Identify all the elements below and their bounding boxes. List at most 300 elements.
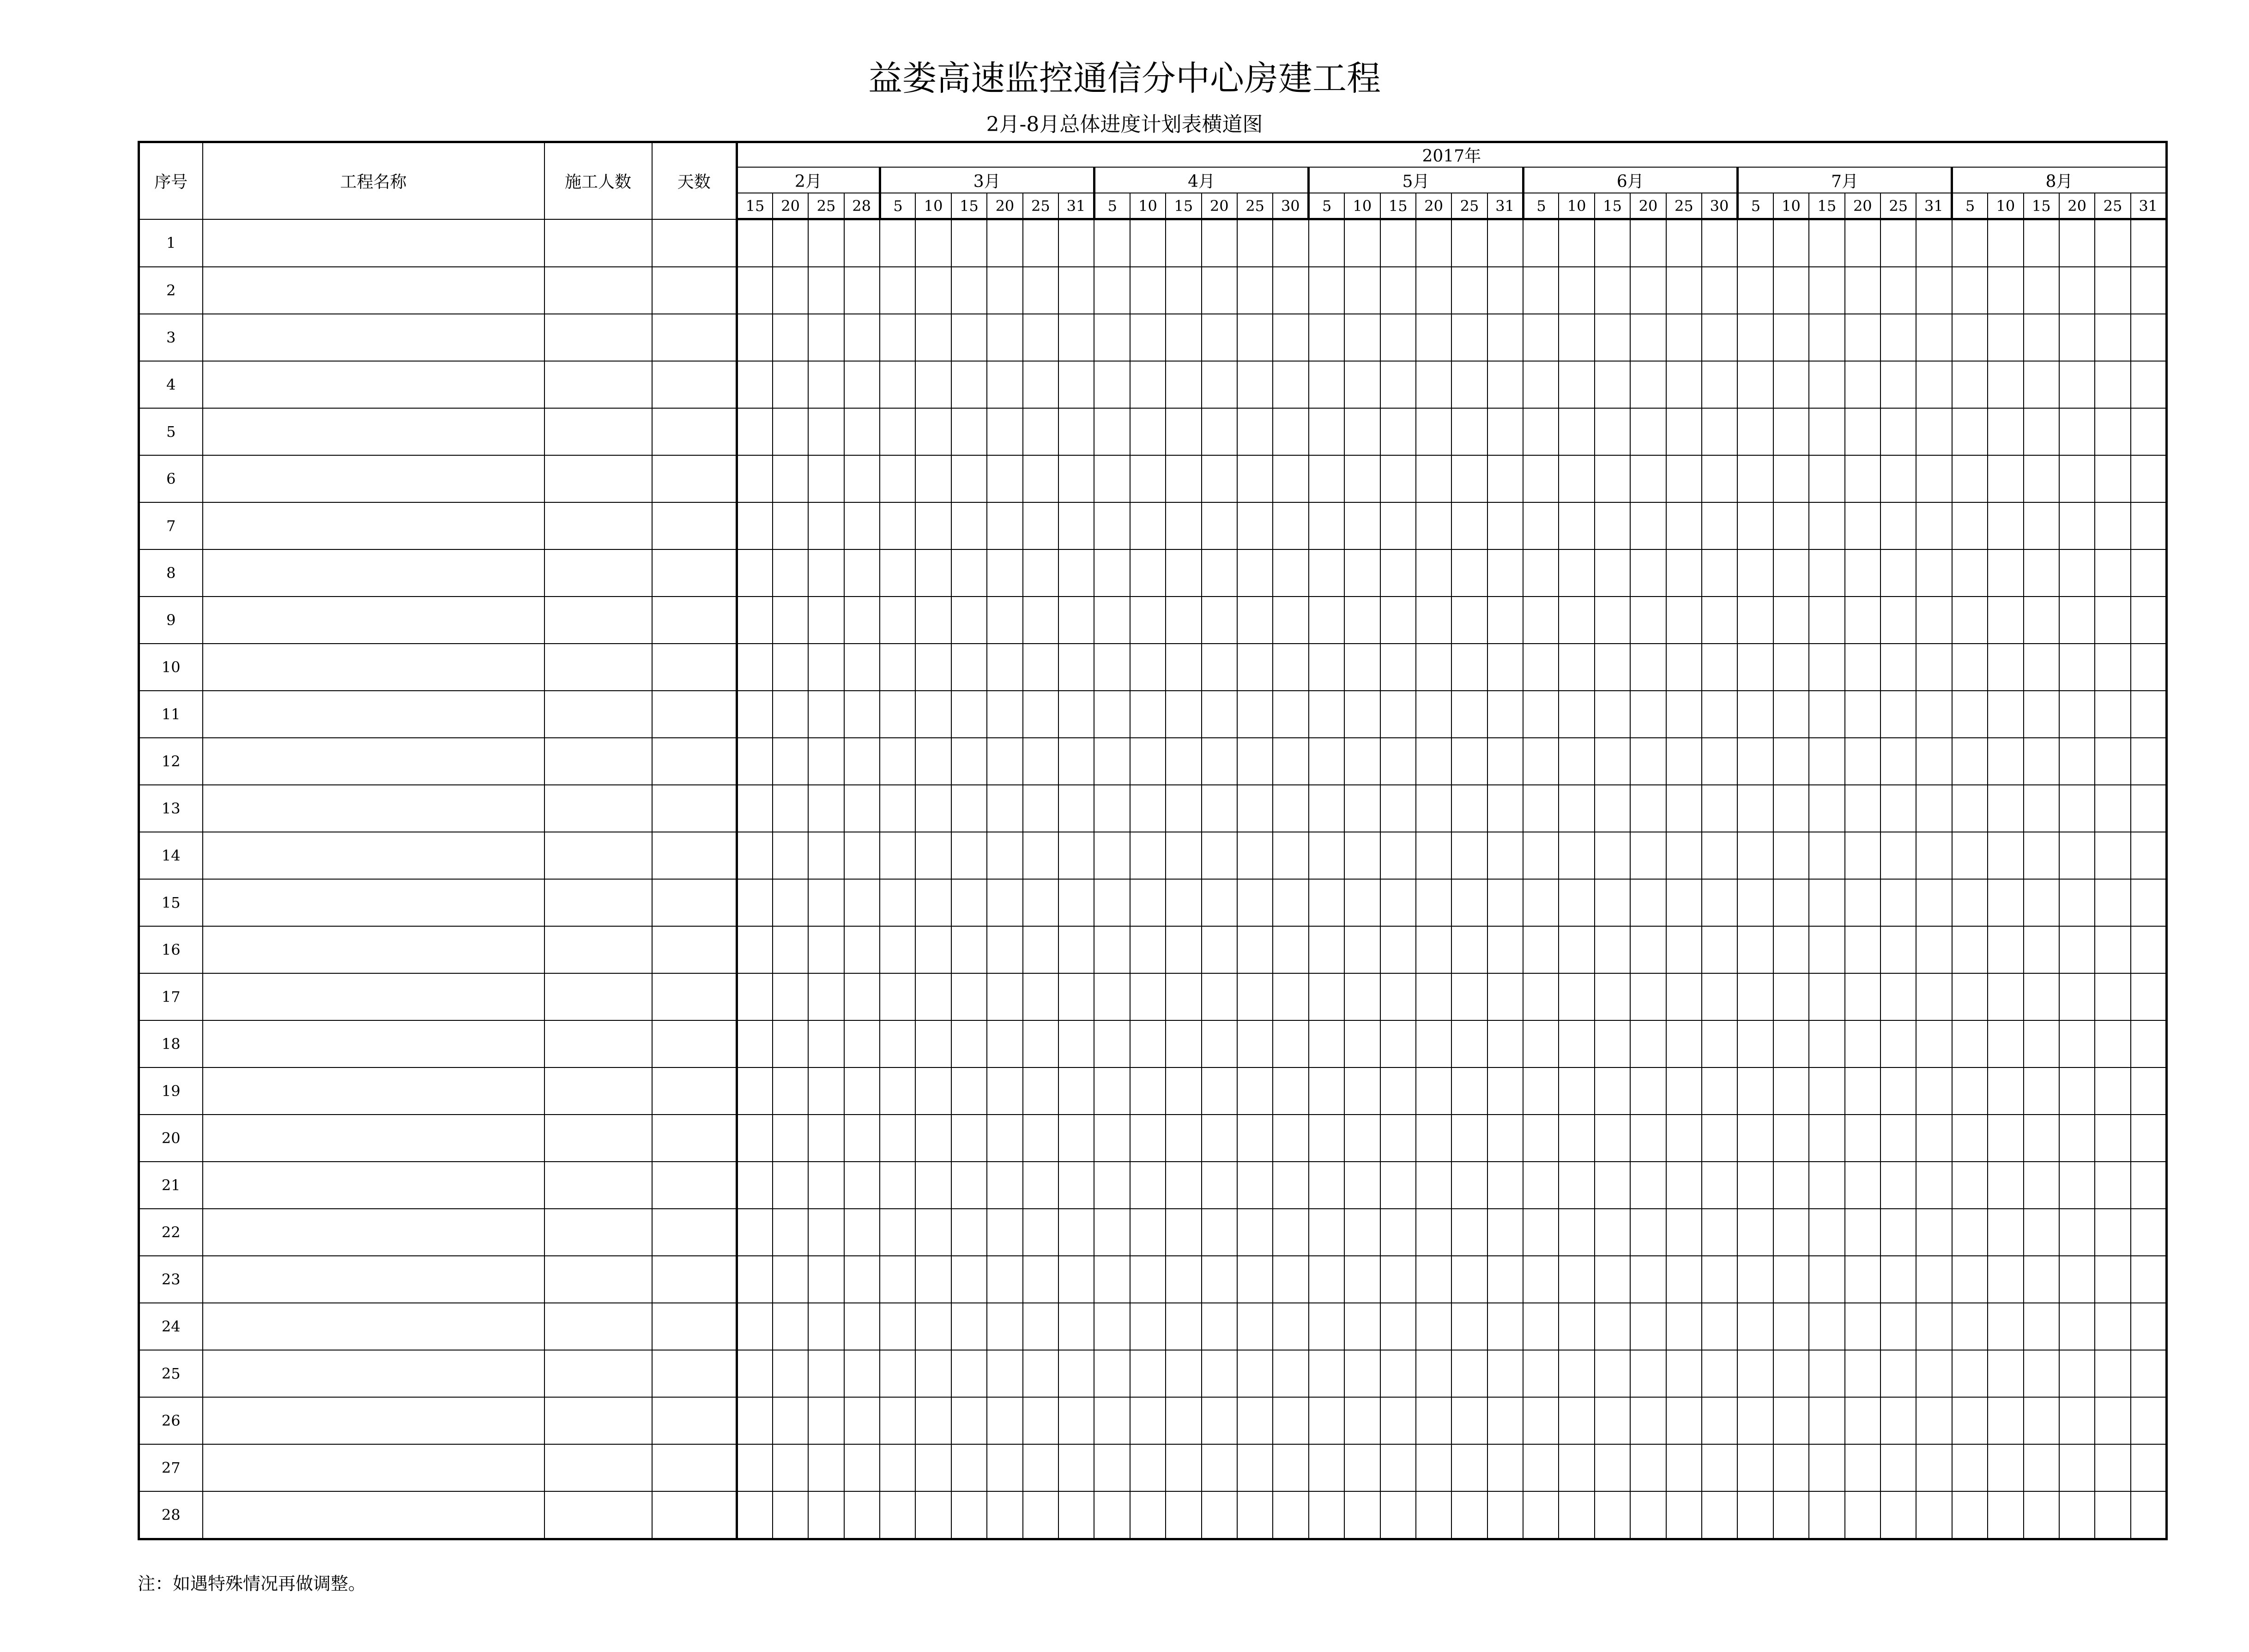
schedule-cell[interactable] bbox=[951, 1256, 987, 1303]
schedule-cell[interactable] bbox=[1523, 1397, 1559, 1444]
schedule-cell[interactable] bbox=[773, 1350, 808, 1397]
schedule-cell[interactable] bbox=[773, 1162, 808, 1209]
schedule-cell[interactable] bbox=[1880, 785, 1916, 832]
schedule-cell[interactable] bbox=[1273, 267, 1308, 314]
schedule-cell[interactable] bbox=[1451, 314, 1487, 361]
schedule-cell[interactable] bbox=[1773, 219, 1809, 267]
schedule-cell[interactable] bbox=[1309, 832, 1344, 879]
schedule-cell[interactable] bbox=[1988, 644, 2023, 691]
schedule-cell[interactable] bbox=[1952, 1491, 1988, 1539]
schedule-cell[interactable] bbox=[773, 1491, 808, 1539]
schedule-cell[interactable] bbox=[1702, 1256, 1737, 1303]
schedule-cell[interactable] bbox=[1058, 408, 1094, 455]
schedule-cell[interactable] bbox=[2095, 1303, 2130, 1350]
schedule-cell[interactable] bbox=[1988, 1020, 2023, 1067]
days-cell[interactable] bbox=[652, 1256, 737, 1303]
schedule-cell[interactable] bbox=[1952, 1162, 1988, 1209]
schedule-cell[interactable] bbox=[1880, 502, 1916, 549]
schedule-cell[interactable] bbox=[1094, 1256, 1130, 1303]
days-cell[interactable] bbox=[652, 1444, 737, 1491]
schedule-cell[interactable] bbox=[2131, 361, 2166, 408]
schedule-cell[interactable] bbox=[1666, 1491, 1702, 1539]
schedule-cell[interactable] bbox=[1988, 502, 2023, 549]
schedule-cell[interactable] bbox=[1523, 597, 1559, 644]
schedule-cell[interactable] bbox=[1880, 832, 1916, 879]
project-name-cell[interactable] bbox=[203, 219, 544, 267]
schedule-cell[interactable] bbox=[1595, 1444, 1630, 1491]
schedule-cell[interactable] bbox=[1166, 1209, 1201, 1256]
schedule-cell[interactable] bbox=[1380, 1491, 1416, 1539]
schedule-cell[interactable] bbox=[1202, 1115, 1237, 1162]
schedule-cell[interactable] bbox=[2095, 314, 2130, 361]
schedule-cell[interactable] bbox=[1202, 1491, 1237, 1539]
schedule-cell[interactable] bbox=[808, 1303, 844, 1350]
schedule-cell[interactable] bbox=[1845, 832, 1880, 879]
schedule-cell[interactable] bbox=[808, 691, 844, 738]
schedule-cell[interactable] bbox=[808, 361, 844, 408]
schedule-cell[interactable] bbox=[1309, 219, 1344, 267]
schedule-cell[interactable] bbox=[1630, 691, 1666, 738]
schedule-cell[interactable] bbox=[1702, 832, 1737, 879]
schedule-cell[interactable] bbox=[844, 832, 880, 879]
schedule-cell[interactable] bbox=[1023, 267, 1058, 314]
schedule-cell[interactable] bbox=[987, 267, 1022, 314]
schedule-cell[interactable] bbox=[1130, 502, 1166, 549]
workers-cell[interactable] bbox=[544, 597, 652, 644]
schedule-cell[interactable] bbox=[951, 1444, 987, 1491]
schedule-cell[interactable] bbox=[1809, 219, 1844, 267]
schedule-cell[interactable] bbox=[1702, 1444, 1737, 1491]
schedule-cell[interactable] bbox=[1309, 597, 1344, 644]
schedule-cell[interactable] bbox=[1916, 1162, 1952, 1209]
schedule-cell[interactable] bbox=[1344, 879, 1380, 926]
schedule-cell[interactable] bbox=[880, 879, 915, 926]
schedule-cell[interactable] bbox=[915, 1115, 951, 1162]
schedule-cell[interactable] bbox=[1880, 408, 1916, 455]
schedule-cell[interactable] bbox=[1595, 973, 1630, 1020]
schedule-cell[interactable] bbox=[1309, 1444, 1344, 1491]
schedule-cell[interactable] bbox=[1988, 1397, 2023, 1444]
schedule-cell[interactable] bbox=[1487, 408, 1523, 455]
schedule-cell[interactable] bbox=[1916, 549, 1952, 597]
schedule-cell[interactable] bbox=[1487, 973, 1523, 1020]
schedule-cell[interactable] bbox=[1880, 1162, 1916, 1209]
schedule-cell[interactable] bbox=[1416, 455, 1451, 502]
schedule-cell[interactable] bbox=[1916, 1444, 1952, 1491]
schedule-cell[interactable] bbox=[773, 1067, 808, 1115]
schedule-cell[interactable] bbox=[1916, 973, 1952, 1020]
workers-cell[interactable] bbox=[544, 1491, 652, 1539]
schedule-cell[interactable] bbox=[1702, 267, 1737, 314]
schedule-cell[interactable] bbox=[1666, 1256, 1702, 1303]
schedule-cell[interactable] bbox=[987, 1162, 1022, 1209]
schedule-cell[interactable] bbox=[1130, 1350, 1166, 1397]
schedule-cell[interactable] bbox=[2095, 1115, 2130, 1162]
schedule-cell[interactable] bbox=[2059, 549, 2095, 597]
schedule-cell[interactable] bbox=[1523, 738, 1559, 785]
schedule-cell[interactable] bbox=[2131, 1491, 2166, 1539]
schedule-cell[interactable] bbox=[773, 691, 808, 738]
schedule-cell[interactable] bbox=[1344, 1350, 1380, 1397]
schedule-cell[interactable] bbox=[1094, 691, 1130, 738]
schedule-cell[interactable] bbox=[1202, 1020, 1237, 1067]
schedule-cell[interactable] bbox=[1809, 1115, 1844, 1162]
schedule-cell[interactable] bbox=[2131, 597, 2166, 644]
workers-cell[interactable] bbox=[544, 314, 652, 361]
schedule-cell[interactable] bbox=[1988, 597, 2023, 644]
schedule-cell[interactable] bbox=[1416, 502, 1451, 549]
schedule-cell[interactable] bbox=[2095, 644, 2130, 691]
schedule-cell[interactable] bbox=[1952, 549, 1988, 597]
schedule-cell[interactable] bbox=[1595, 832, 1630, 879]
schedule-cell[interactable] bbox=[1309, 738, 1344, 785]
schedule-cell[interactable] bbox=[1202, 314, 1237, 361]
schedule-cell[interactable] bbox=[1309, 691, 1344, 738]
schedule-cell[interactable] bbox=[1023, 361, 1058, 408]
schedule-cell[interactable] bbox=[1845, 267, 1880, 314]
schedule-cell[interactable] bbox=[880, 408, 915, 455]
schedule-cell[interactable] bbox=[1666, 926, 1702, 973]
schedule-cell[interactable] bbox=[880, 1067, 915, 1115]
schedule-cell[interactable] bbox=[1023, 549, 1058, 597]
schedule-cell[interactable] bbox=[1380, 1115, 1416, 1162]
schedule-cell[interactable] bbox=[737, 1162, 773, 1209]
project-name-cell[interactable] bbox=[203, 314, 544, 361]
schedule-cell[interactable] bbox=[1094, 1209, 1130, 1256]
schedule-cell[interactable] bbox=[1202, 879, 1237, 926]
schedule-cell[interactable] bbox=[1880, 1444, 1916, 1491]
schedule-cell[interactable] bbox=[1202, 1256, 1237, 1303]
schedule-cell[interactable] bbox=[1523, 1209, 1559, 1256]
schedule-cell[interactable] bbox=[1416, 549, 1451, 597]
schedule-cell[interactable] bbox=[951, 1350, 987, 1397]
schedule-cell[interactable] bbox=[1344, 1491, 1380, 1539]
schedule-cell[interactable] bbox=[987, 1115, 1022, 1162]
schedule-cell[interactable] bbox=[1166, 1397, 1201, 1444]
schedule-cell[interactable] bbox=[1595, 1491, 1630, 1539]
schedule-cell[interactable] bbox=[1523, 1350, 1559, 1397]
schedule-cell[interactable] bbox=[1344, 597, 1380, 644]
schedule-cell[interactable] bbox=[2024, 879, 2059, 926]
schedule-cell[interactable] bbox=[1523, 1067, 1559, 1115]
schedule-cell[interactable] bbox=[1916, 879, 1952, 926]
schedule-cell[interactable] bbox=[1880, 1115, 1916, 1162]
schedule-cell[interactable] bbox=[1952, 644, 1988, 691]
schedule-cell[interactable] bbox=[1416, 219, 1451, 267]
schedule-cell[interactable] bbox=[1094, 644, 1130, 691]
schedule-cell[interactable] bbox=[951, 1397, 987, 1444]
schedule-cell[interactable] bbox=[2024, 1115, 2059, 1162]
schedule-cell[interactable] bbox=[1487, 314, 1523, 361]
schedule-cell[interactable] bbox=[1487, 926, 1523, 973]
schedule-cell[interactable] bbox=[1273, 1162, 1308, 1209]
schedule-cell[interactable] bbox=[1344, 408, 1380, 455]
schedule-cell[interactable] bbox=[1809, 926, 1844, 973]
schedule-cell[interactable] bbox=[1988, 1303, 2023, 1350]
schedule-cell[interactable] bbox=[1416, 597, 1451, 644]
schedule-cell[interactable] bbox=[1309, 785, 1344, 832]
schedule-cell[interactable] bbox=[2024, 219, 2059, 267]
schedule-cell[interactable] bbox=[1952, 597, 1988, 644]
schedule-cell[interactable] bbox=[1737, 832, 1773, 879]
schedule-cell[interactable] bbox=[1666, 832, 1702, 879]
schedule-cell[interactable] bbox=[1344, 1162, 1380, 1209]
schedule-cell[interactable] bbox=[1451, 1115, 1487, 1162]
schedule-cell[interactable] bbox=[1309, 1397, 1344, 1444]
schedule-cell[interactable] bbox=[1702, 785, 1737, 832]
schedule-cell[interactable] bbox=[1237, 1067, 1273, 1115]
schedule-cell[interactable] bbox=[1130, 549, 1166, 597]
schedule-cell[interactable] bbox=[1916, 455, 1952, 502]
schedule-cell[interactable] bbox=[1058, 1020, 1094, 1067]
schedule-cell[interactable] bbox=[2059, 502, 2095, 549]
schedule-cell[interactable] bbox=[1416, 879, 1451, 926]
schedule-cell[interactable] bbox=[1202, 644, 1237, 691]
schedule-cell[interactable] bbox=[1416, 644, 1451, 691]
schedule-cell[interactable] bbox=[1273, 1397, 1308, 1444]
schedule-cell[interactable] bbox=[1487, 455, 1523, 502]
schedule-cell[interactable] bbox=[1166, 455, 1201, 502]
schedule-cell[interactable] bbox=[1773, 549, 1809, 597]
schedule-cell[interactable] bbox=[1130, 1491, 1166, 1539]
schedule-cell[interactable] bbox=[951, 1303, 987, 1350]
schedule-cell[interactable] bbox=[1737, 1256, 1773, 1303]
schedule-cell[interactable] bbox=[1666, 597, 1702, 644]
schedule-cell[interactable] bbox=[1523, 219, 1559, 267]
schedule-cell[interactable] bbox=[915, 455, 951, 502]
schedule-cell[interactable] bbox=[1309, 1350, 1344, 1397]
schedule-cell[interactable] bbox=[1737, 597, 1773, 644]
schedule-cell[interactable] bbox=[1916, 502, 1952, 549]
schedule-cell[interactable] bbox=[987, 597, 1022, 644]
schedule-cell[interactable] bbox=[1595, 1350, 1630, 1397]
schedule-cell[interactable] bbox=[1487, 832, 1523, 879]
schedule-cell[interactable] bbox=[2095, 219, 2130, 267]
schedule-cell[interactable] bbox=[773, 549, 808, 597]
schedule-cell[interactable] bbox=[1845, 1020, 1880, 1067]
schedule-cell[interactable] bbox=[1058, 1115, 1094, 1162]
schedule-cell[interactable] bbox=[2059, 644, 2095, 691]
schedule-cell[interactable] bbox=[737, 738, 773, 785]
schedule-cell[interactable] bbox=[2131, 502, 2166, 549]
days-cell[interactable] bbox=[652, 691, 737, 738]
schedule-cell[interactable] bbox=[880, 361, 915, 408]
schedule-cell[interactable] bbox=[1487, 1020, 1523, 1067]
schedule-cell[interactable] bbox=[1702, 1162, 1737, 1209]
schedule-cell[interactable] bbox=[987, 549, 1022, 597]
schedule-cell[interactable] bbox=[1666, 1162, 1702, 1209]
schedule-cell[interactable] bbox=[1523, 1115, 1559, 1162]
schedule-cell[interactable] bbox=[1773, 314, 1809, 361]
schedule-cell[interactable] bbox=[1058, 1444, 1094, 1491]
schedule-cell[interactable] bbox=[1130, 1303, 1166, 1350]
schedule-cell[interactable] bbox=[1630, 219, 1666, 267]
schedule-cell[interactable] bbox=[1988, 1444, 2023, 1491]
schedule-cell[interactable] bbox=[1058, 502, 1094, 549]
schedule-cell[interactable] bbox=[1344, 267, 1380, 314]
schedule-cell[interactable] bbox=[1058, 314, 1094, 361]
schedule-cell[interactable] bbox=[1058, 597, 1094, 644]
schedule-cell[interactable] bbox=[1880, 219, 1916, 267]
schedule-cell[interactable] bbox=[844, 644, 880, 691]
schedule-cell[interactable] bbox=[1166, 1444, 1201, 1491]
schedule-cell[interactable] bbox=[1595, 738, 1630, 785]
schedule-cell[interactable] bbox=[1880, 738, 1916, 785]
schedule-cell[interactable] bbox=[1988, 1350, 2023, 1397]
schedule-cell[interactable] bbox=[1559, 455, 1594, 502]
schedule-cell[interactable] bbox=[1344, 455, 1380, 502]
schedule-cell[interactable] bbox=[1487, 219, 1523, 267]
schedule-cell[interactable] bbox=[1202, 455, 1237, 502]
schedule-cell[interactable] bbox=[1630, 644, 1666, 691]
schedule-cell[interactable] bbox=[1309, 408, 1344, 455]
schedule-cell[interactable] bbox=[1523, 691, 1559, 738]
schedule-cell[interactable] bbox=[2095, 361, 2130, 408]
schedule-cell[interactable] bbox=[844, 597, 880, 644]
schedule-cell[interactable] bbox=[1487, 1067, 1523, 1115]
days-cell[interactable] bbox=[652, 597, 737, 644]
schedule-cell[interactable] bbox=[1023, 1256, 1058, 1303]
schedule-cell[interactable] bbox=[1237, 219, 1273, 267]
schedule-cell[interactable] bbox=[1309, 455, 1344, 502]
schedule-cell[interactable] bbox=[737, 1115, 773, 1162]
schedule-cell[interactable] bbox=[1344, 832, 1380, 879]
schedule-cell[interactable] bbox=[1666, 785, 1702, 832]
schedule-cell[interactable] bbox=[737, 879, 773, 926]
schedule-cell[interactable] bbox=[1130, 1256, 1166, 1303]
schedule-cell[interactable] bbox=[880, 691, 915, 738]
schedule-cell[interactable] bbox=[1058, 1162, 1094, 1209]
days-cell[interactable] bbox=[652, 455, 737, 502]
schedule-cell[interactable] bbox=[1845, 1303, 1880, 1350]
schedule-cell[interactable] bbox=[1845, 1350, 1880, 1397]
workers-cell[interactable] bbox=[544, 926, 652, 973]
schedule-cell[interactable] bbox=[1130, 1020, 1166, 1067]
schedule-cell[interactable] bbox=[1273, 1303, 1308, 1350]
days-cell[interactable] bbox=[652, 1397, 737, 1444]
schedule-cell[interactable] bbox=[1952, 691, 1988, 738]
schedule-cell[interactable] bbox=[915, 1444, 951, 1491]
schedule-cell[interactable] bbox=[1451, 1162, 1487, 1209]
schedule-cell[interactable] bbox=[2059, 1209, 2095, 1256]
schedule-cell[interactable] bbox=[1916, 267, 1952, 314]
workers-cell[interactable] bbox=[544, 1067, 652, 1115]
schedule-cell[interactable] bbox=[2024, 1256, 2059, 1303]
workers-cell[interactable] bbox=[544, 879, 652, 926]
schedule-cell[interactable] bbox=[987, 785, 1022, 832]
schedule-cell[interactable] bbox=[808, 832, 844, 879]
schedule-cell[interactable] bbox=[1737, 1444, 1773, 1491]
schedule-cell[interactable] bbox=[1988, 691, 2023, 738]
schedule-cell[interactable] bbox=[1880, 691, 1916, 738]
schedule-cell[interactable] bbox=[915, 879, 951, 926]
schedule-cell[interactable] bbox=[1130, 691, 1166, 738]
schedule-cell[interactable] bbox=[1487, 1350, 1523, 1397]
schedule-cell[interactable] bbox=[1344, 314, 1380, 361]
schedule-cell[interactable] bbox=[844, 879, 880, 926]
schedule-cell[interactable] bbox=[880, 832, 915, 879]
schedule-cell[interactable] bbox=[1880, 1491, 1916, 1539]
schedule-cell[interactable] bbox=[1952, 879, 1988, 926]
schedule-cell[interactable] bbox=[1487, 879, 1523, 926]
schedule-cell[interactable] bbox=[2059, 879, 2095, 926]
schedule-cell[interactable] bbox=[1773, 1209, 1809, 1256]
schedule-cell[interactable] bbox=[1487, 361, 1523, 408]
days-cell[interactable] bbox=[652, 1209, 737, 1256]
schedule-cell[interactable] bbox=[1630, 455, 1666, 502]
schedule-cell[interactable] bbox=[808, 879, 844, 926]
schedule-cell[interactable] bbox=[1416, 973, 1451, 1020]
schedule-cell[interactable] bbox=[1451, 738, 1487, 785]
schedule-cell[interactable] bbox=[737, 597, 773, 644]
schedule-cell[interactable] bbox=[808, 1162, 844, 1209]
schedule-cell[interactable] bbox=[1595, 1162, 1630, 1209]
schedule-cell[interactable] bbox=[1237, 314, 1273, 361]
schedule-cell[interactable] bbox=[2059, 1020, 2095, 1067]
schedule-cell[interactable] bbox=[2059, 1491, 2095, 1539]
schedule-cell[interactable] bbox=[1094, 1303, 1130, 1350]
schedule-cell[interactable] bbox=[1023, 738, 1058, 785]
schedule-cell[interactable] bbox=[2059, 1067, 2095, 1115]
schedule-cell[interactable] bbox=[1451, 502, 1487, 549]
schedule-cell[interactable] bbox=[2024, 973, 2059, 1020]
schedule-cell[interactable] bbox=[1702, 502, 1737, 549]
schedule-cell[interactable] bbox=[1416, 408, 1451, 455]
schedule-cell[interactable] bbox=[844, 1067, 880, 1115]
project-name-cell[interactable] bbox=[203, 1444, 544, 1491]
schedule-cell[interactable] bbox=[1595, 219, 1630, 267]
schedule-cell[interactable] bbox=[1737, 1020, 1773, 1067]
schedule-cell[interactable] bbox=[1094, 1067, 1130, 1115]
schedule-cell[interactable] bbox=[2131, 879, 2166, 926]
schedule-cell[interactable] bbox=[1916, 1303, 1952, 1350]
schedule-cell[interactable] bbox=[1094, 219, 1130, 267]
schedule-cell[interactable] bbox=[1702, 455, 1737, 502]
schedule-cell[interactable] bbox=[808, 738, 844, 785]
schedule-cell[interactable] bbox=[1130, 314, 1166, 361]
schedule-cell[interactable] bbox=[2131, 1020, 2166, 1067]
schedule-cell[interactable] bbox=[1416, 314, 1451, 361]
schedule-cell[interactable] bbox=[880, 597, 915, 644]
days-cell[interactable] bbox=[652, 1491, 737, 1539]
schedule-cell[interactable] bbox=[1344, 1256, 1380, 1303]
schedule-cell[interactable] bbox=[951, 1491, 987, 1539]
schedule-cell[interactable] bbox=[1487, 267, 1523, 314]
schedule-cell[interactable] bbox=[1702, 1115, 1737, 1162]
schedule-cell[interactable] bbox=[1952, 1209, 1988, 1256]
schedule-cell[interactable] bbox=[1023, 1303, 1058, 1350]
schedule-cell[interactable] bbox=[1988, 1115, 2023, 1162]
schedule-cell[interactable] bbox=[1809, 597, 1844, 644]
schedule-cell[interactable] bbox=[1166, 267, 1201, 314]
schedule-cell[interactable] bbox=[1058, 455, 1094, 502]
schedule-cell[interactable] bbox=[1845, 597, 1880, 644]
schedule-cell[interactable] bbox=[1737, 1303, 1773, 1350]
schedule-cell[interactable] bbox=[1737, 879, 1773, 926]
schedule-cell[interactable] bbox=[1451, 1020, 1487, 1067]
schedule-cell[interactable] bbox=[1595, 1397, 1630, 1444]
schedule-cell[interactable] bbox=[1952, 1067, 1988, 1115]
schedule-cell[interactable] bbox=[1202, 1067, 1237, 1115]
schedule-cell[interactable] bbox=[915, 1350, 951, 1397]
schedule-cell[interactable] bbox=[1952, 314, 1988, 361]
schedule-cell[interactable] bbox=[1451, 879, 1487, 926]
schedule-cell[interactable] bbox=[2131, 549, 2166, 597]
schedule-cell[interactable] bbox=[1559, 973, 1594, 1020]
schedule-cell[interactable] bbox=[1380, 219, 1416, 267]
schedule-cell[interactable] bbox=[1166, 879, 1201, 926]
schedule-cell[interactable] bbox=[880, 267, 915, 314]
